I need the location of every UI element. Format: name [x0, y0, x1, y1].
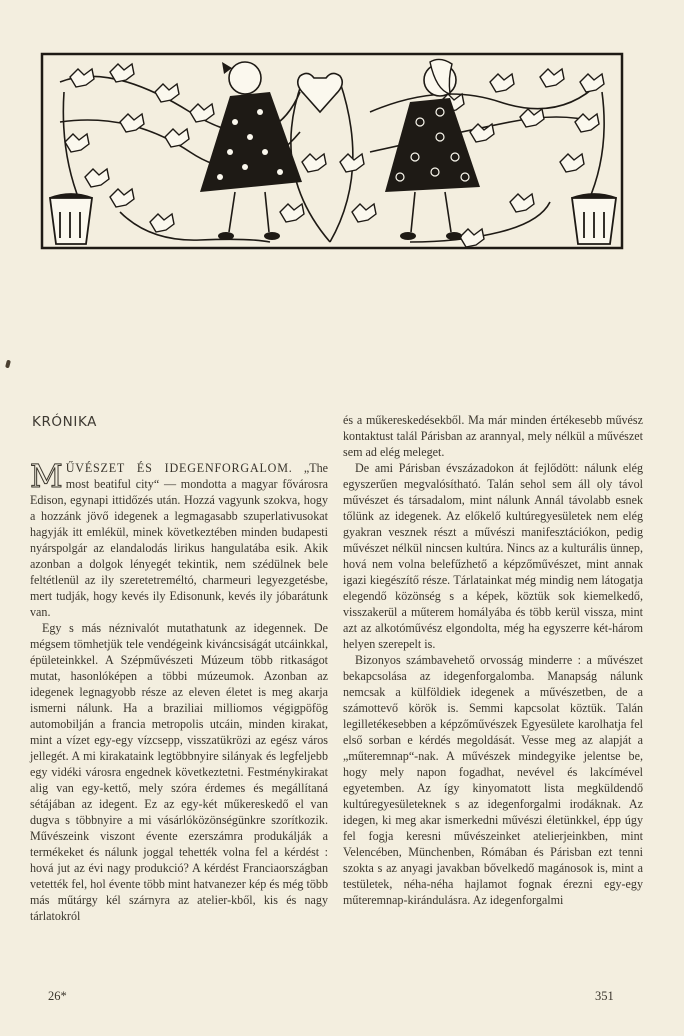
illustration-girls-with-ivy-garlands: [40, 52, 624, 250]
article-paragraph: Egy s más néznivalót mutathatunk az idegennek. De mégsem tömhetjük tele vendégeink kiváncsiságát utcáinkkal, épületeinkkel. A Szépművészeti Múzeum több ritkaságot mutat, hasonlóképen a többi múzeumok. Azonban az idegenek legnagyobb része az eleven életet is meg akarja ismerni nálunk. Ha a braziliai milliomos végigpöfög automobilján a francia metropolis utcáin, minden kirakat, mint a vízet egy-egy vízcsepp, visszatükrözi az egész város jellegét. A mi kirakataink legtöbbnyire silányak és legfeljebb egy vidéki városra engednek következtetni. Festménykirakat alig van egy-kettő, mely szóra érdemes és megállítaná sétájában az idegent. Ez az egy-két műkereskedő el van dugva s többnyire a mi vásárlóközönségünkre szorítkozik. Művészeink viszont évente ezerszámra produkálják a termékeket és nálunk joggal tehették volna fel a kérdést : hová jut az évi nagy produkció? A kérdést Franciaországban vetették fel, hol évente több mint hatvanezer kép és még több más műtárgy kél szárnyra az atelier-kből, kis és nagy tárlatokról: [30, 621, 328, 923]
header-illustration: [40, 52, 624, 250]
article-paragraph: [30, 457, 328, 620]
article-heading: ŰVÉSZET ÉS IDEGENFORGALOM.: [65, 461, 293, 475]
article-paragraph: Bizonyos számbavehető orvosság minderre : a művészet bekapcsolása az idegenforgalomba. Manapság nálunk nemcsak a külföldiek idegenek a művészetben, de a számottevő körök is. Semmi kapcsolat köztük. Talán legilletékesebben a képzőművészek Egyesülete karolhatja fel első sorban e kérdés megoldását. Vesse meg az alapját a „műteremnap“-nak. A művészek mindegyike jelentse be, hogy mely napon fogadhat, nevével és lakcímével egyetemben. Az így kinyomatott lista megküldendő kultúregyesületeknek s az idegenforgalmi irodáknak. Az idegen, ki meg akar ismerkedni művészi életünkkel, épp úgy fel fogja keresni művészeinket atelierjeinkben, mint Velencében, Münchenben, Rómában és Párisban ezt tenni szokta s az anyagi javakban bővelkedő magánosok is, mint a testületek, néha-néha hajlamot fognak érezni egy-egy műteremnap-kirándulásra. Az idegenforgalmi: [343, 653, 643, 907]
heart-ornament: [298, 73, 343, 112]
article-text: „The most beatiful city“ — mondotta a magyar fővárosra Edison, egynapi ittidőzés után. Hozzá vagyunk szokva, hogy a hozzánk jövő idegenek a legmagasabb szuperlativusokat hagyják itt emlékül, minek következtében minden budapesti nyárspolgár az elandalodás lirikus hangulatába esik. Akik azonban a dolgok lényegét tekintik, nem szédülnek bele feltétlenül az ily szeretetreméltó, charmeuri legyezgetésbe, mert tudják, hogy kevés ily Edisonunk, kevés ily jóbarátunk van.: [30, 461, 328, 619]
article-paragraph: De ami Párisban évszázadokon át fejlődött: nálunk elég egyszerűen megvalósítható. Talán sehol sem áll oly távol művészet és társadalom, mint nálunk Annál távolabb esnek tőlünk az idegenek. Az előkelő kultúregyesületek nem elég gyakran vesznek részt a művészi manifesztációkon, pedig művészet nélkül nincsen kultúra. Nincs az a kulturális ünnep, hová nem volna belefűzhető a képzőművészet, mint annak igazi kiegészítő része. Tárlatainkat még mindig nem látogatja elegendő közönség s a képek, köztük sok kiemelkedő, visszakerül a műterem homályába és több kerül vissza, mint azt az alkotóművész elgondolta, még ha egyszerre két-három helyen szerepelt is.: [343, 461, 643, 651]
article-column-left: [30, 457, 328, 924]
article-paragraph: és a műkereskedésekből. Ma már minden értékesebb művész kontaktust talál Párisban az arannyal, mely nélkül a művészet sem ad elég meleget.: [343, 413, 643, 459]
signature-mark: 26*: [48, 989, 67, 1003]
ink-speck: [5, 360, 11, 369]
article-column-right: [343, 412, 643, 908]
section-title: KRÓNIKA: [32, 414, 97, 430]
flower-pot-right: [572, 194, 616, 244]
girl-right: [385, 59, 480, 240]
page-number: 351: [595, 989, 614, 1003]
flower-pot-left: [50, 194, 92, 244]
drop-cap: M: [30, 457, 63, 495]
